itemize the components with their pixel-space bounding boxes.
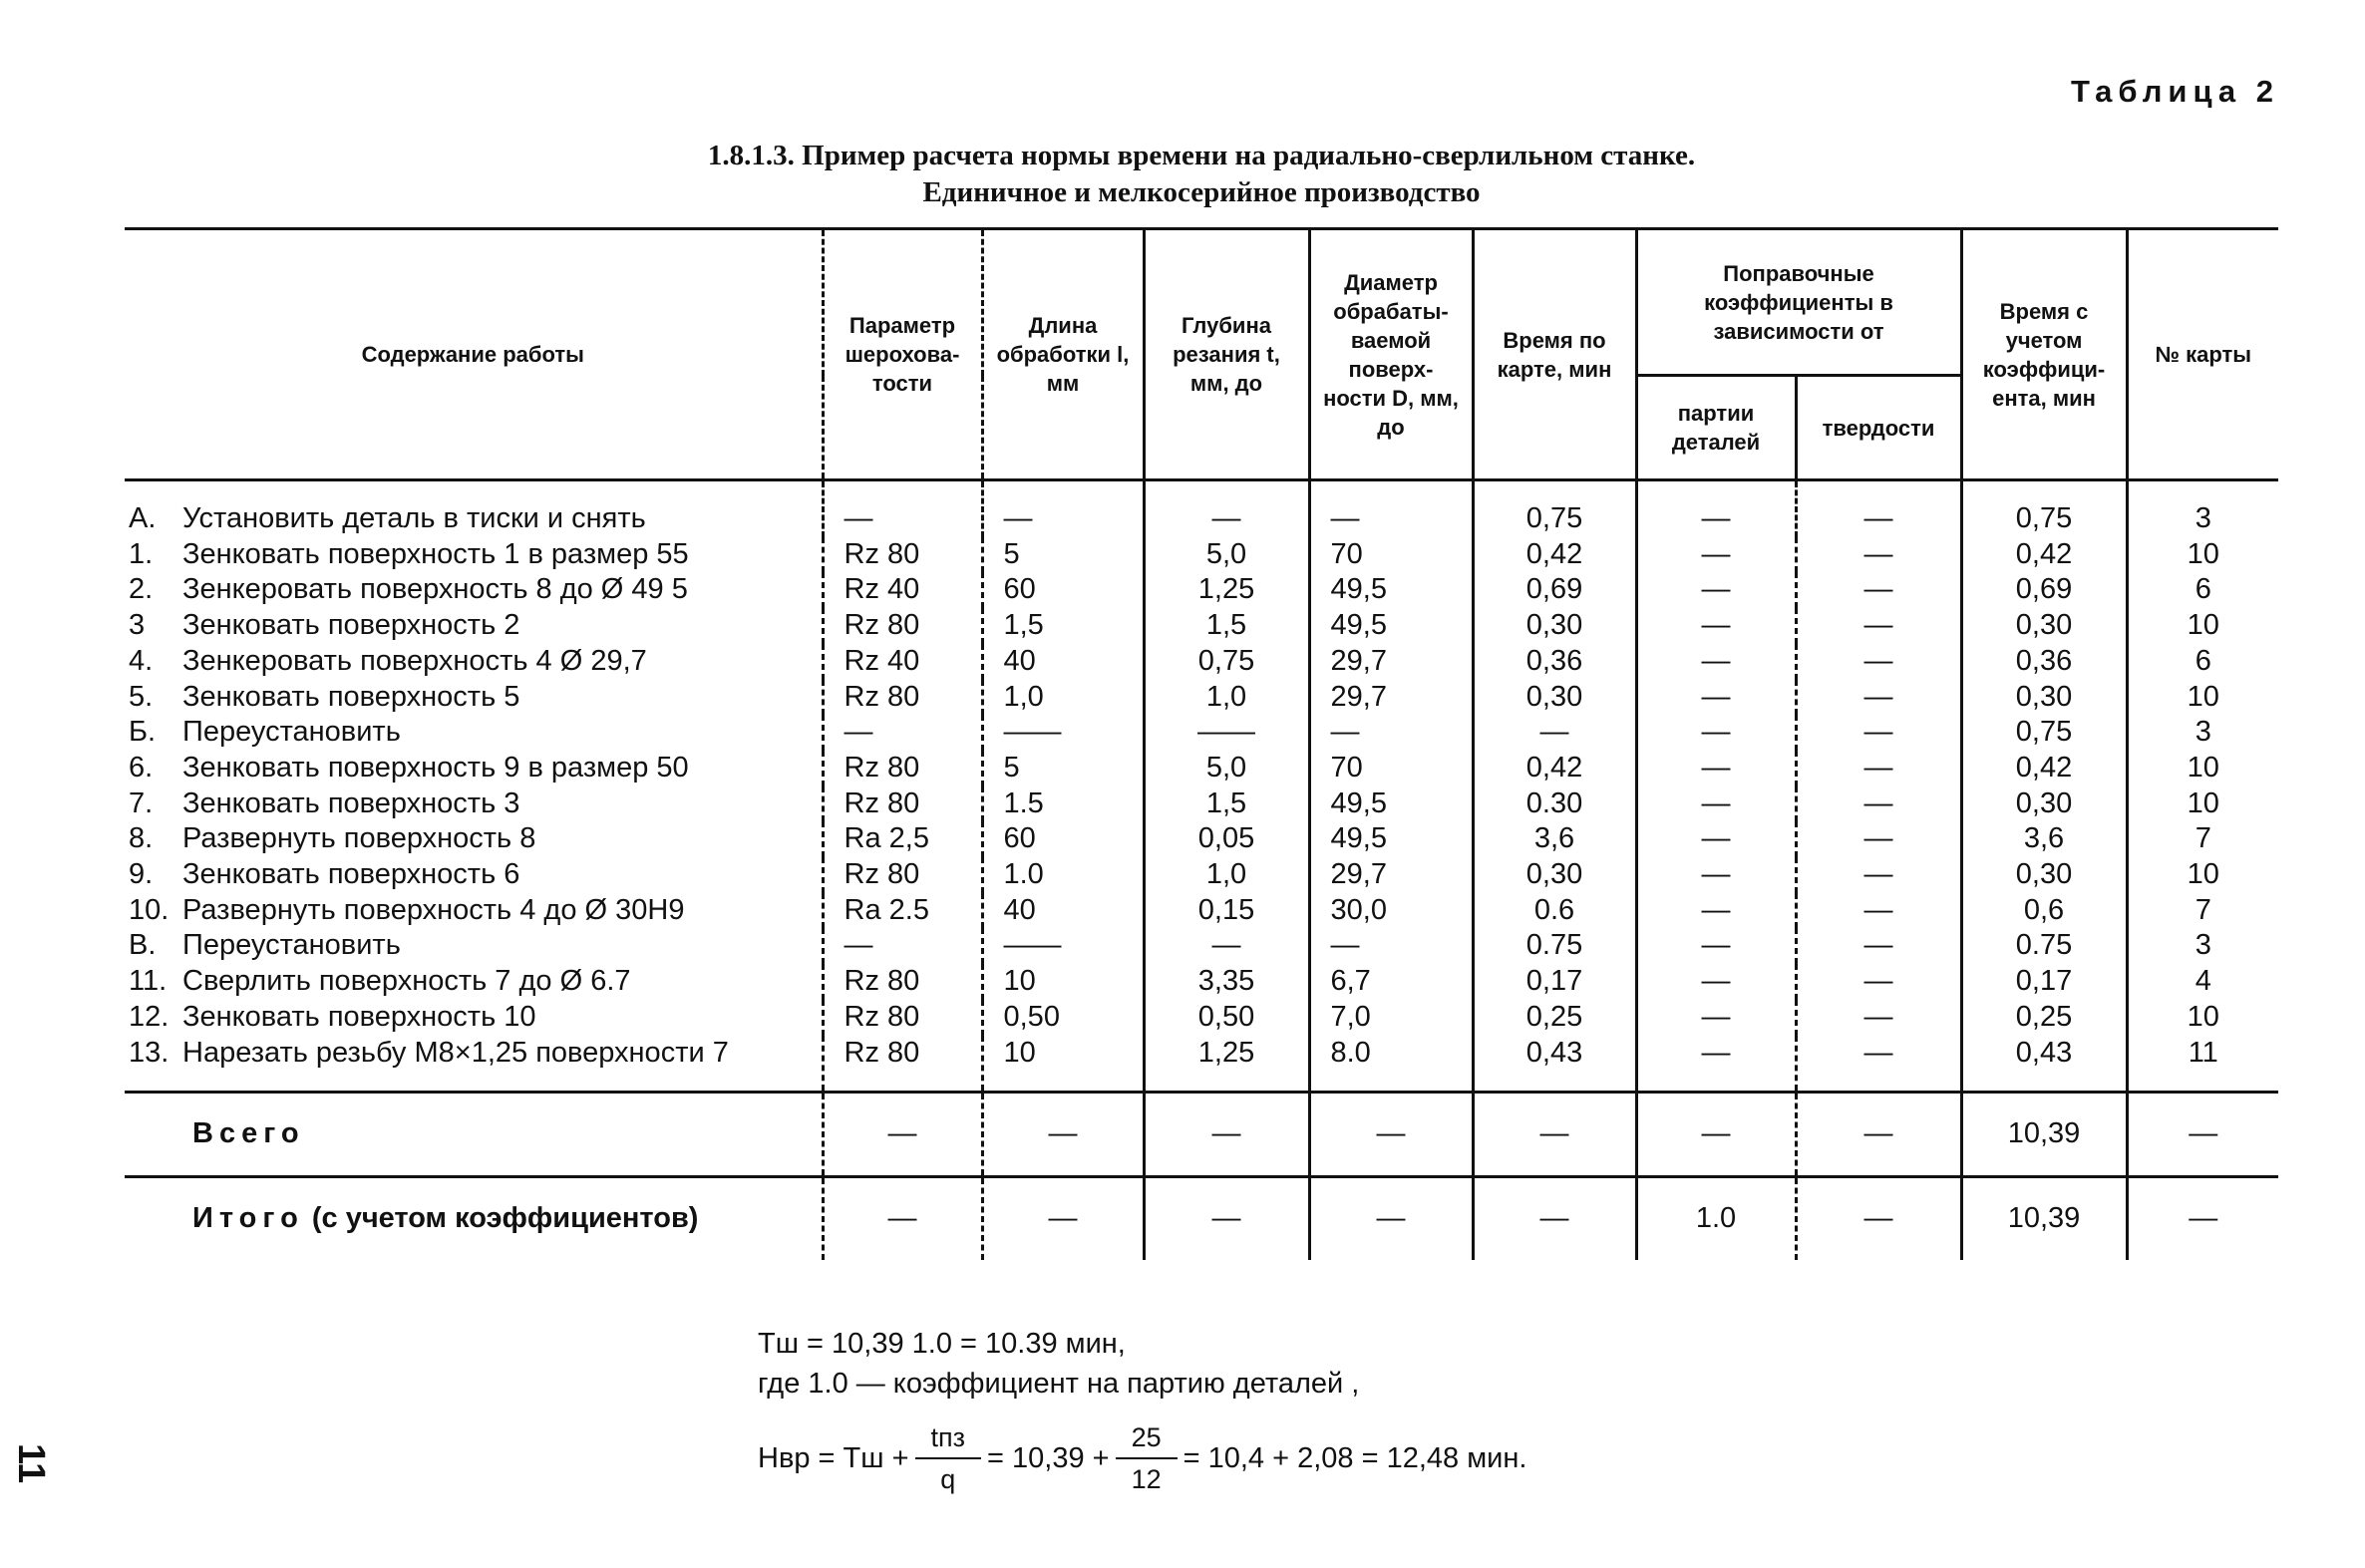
- row-index: В.: [129, 929, 157, 962]
- diameter-cell: 29,7: [1309, 680, 1473, 716]
- diameter-cell: 49,5: [1309, 572, 1473, 608]
- batch-coeff-cell: —: [1636, 608, 1796, 644]
- batch-coeff-cell: —: [1636, 680, 1796, 716]
- batch-coeff-cell: —: [1636, 928, 1796, 964]
- diameter-cell: 70: [1309, 537, 1473, 573]
- diameter-cell: 6,7: [1309, 964, 1473, 1000]
- depth-cell: 0,75: [1144, 644, 1309, 680]
- diameter-cell: 8.0: [1309, 1036, 1473, 1093]
- title-line-2: Единичное и мелкосерийное производство: [922, 176, 1481, 208]
- time-coeff-cell: 0.75: [1961, 928, 2127, 964]
- diameter-cell: 49,5: [1309, 608, 1473, 644]
- card-no-cell: 6: [2127, 644, 2278, 680]
- length-cell: 1.0: [982, 857, 1144, 893]
- grand-total-label-text: Итого: [192, 1202, 304, 1235]
- work-text: Зенковать поверхность 3: [182, 786, 520, 819]
- diameter-cell: —: [1309, 715, 1473, 751]
- time-coeff-cell: 0,25: [1961, 1000, 2127, 1036]
- total-batch-cell: 1.0: [1636, 1177, 1796, 1261]
- card-time-cell: 0,42: [1473, 751, 1636, 786]
- total-label: [125, 1093, 823, 1177]
- roughness-cell: Ra 2,5: [823, 821, 982, 857]
- hardness-coeff-cell: —: [1796, 1000, 1961, 1036]
- time-coeff-cell: 0,30: [1961, 608, 2127, 644]
- time-coeff-cell: 0,36: [1961, 644, 2127, 680]
- depth-cell: 1,25: [1144, 1036, 1309, 1093]
- card-no-cell: 4: [2127, 964, 2278, 1000]
- length-cell: 10: [982, 964, 1144, 1000]
- work-text: Зенкеровать поверхность 4 Ø 29,7: [182, 644, 647, 677]
- formula-lhs: Нвр = Тш +: [758, 1442, 909, 1474]
- work-text: Нарезать резьбу М8×1,25 поверхности 7: [182, 1036, 729, 1069]
- grand-total-row: [125, 1177, 2278, 1261]
- work-text: Сверлить поверхность 7 до Ø 6.7: [182, 965, 631, 998]
- hardness-coeff-cell: —: [1796, 572, 1961, 608]
- table-label: Таблица 2: [2070, 74, 2279, 109]
- work-text: Переустановить: [182, 716, 401, 749]
- length-cell: 5: [982, 751, 1144, 786]
- total-depth-cell: —: [1144, 1093, 1309, 1177]
- card-no-cell: 3: [2127, 928, 2278, 964]
- card-no-cell: 11: [2127, 1036, 2278, 1093]
- row-index: 6.: [129, 751, 154, 784]
- batch-coeff-cell: —: [1636, 751, 1796, 786]
- length-cell: 1,5: [982, 608, 1144, 644]
- roughness-cell: Rz 80: [823, 786, 982, 822]
- total-hardness-cell: —: [1796, 1093, 1961, 1177]
- work-cell: [125, 1000, 823, 1036]
- work-cell: [125, 480, 823, 537]
- roughness-cell: Rz 80: [823, 680, 982, 716]
- fraction-denominator: q: [940, 1464, 956, 1494]
- fraction-denominator: 12: [1131, 1464, 1162, 1494]
- total-length-cell: —: [982, 1177, 1144, 1261]
- roughness-cell: Rz 40: [823, 644, 982, 680]
- formula-line-2: где 1.0 — коэффициент на партию деталей ,: [758, 1368, 1360, 1400]
- work-cell: [125, 715, 823, 751]
- header-card-time: Время по карте, мин: [1473, 229, 1636, 480]
- depth-cell: ——: [1144, 715, 1309, 751]
- work-cell: [125, 751, 823, 786]
- norm-time-table: [125, 227, 2278, 1260]
- card-no-cell: 7: [2127, 893, 2278, 929]
- card-time-cell: 0,69: [1473, 572, 1636, 608]
- depth-cell: 1,25: [1144, 572, 1309, 608]
- depth-cell: 0,05: [1144, 821, 1309, 857]
- work-cell: [125, 644, 823, 680]
- fraction-25-12: [1116, 1417, 1178, 1499]
- table-body: [125, 480, 2278, 1261]
- roughness-cell: —: [823, 480, 982, 537]
- diameter-cell: —: [1309, 928, 1473, 964]
- card-no-cell: 10: [2127, 857, 2278, 893]
- hardness-coeff-cell: —: [1796, 964, 1961, 1000]
- work-cell: [125, 821, 823, 857]
- card-time-cell: 0,75: [1473, 480, 1636, 537]
- hardness-coeff-cell: —: [1796, 1036, 1961, 1093]
- total-time-cell: 10,39: [1961, 1177, 2127, 1261]
- hardness-coeff-cell: —: [1796, 928, 1961, 964]
- table-row: [125, 928, 2278, 964]
- hardness-coeff-cell: —: [1796, 608, 1961, 644]
- card-no-cell: 10: [2127, 751, 2278, 786]
- total-length-cell: —: [982, 1093, 1144, 1177]
- roughness-cell: Rz 80: [823, 857, 982, 893]
- work-cell: [125, 680, 823, 716]
- card-time-cell: 0,30: [1473, 608, 1636, 644]
- time-coeff-cell: 0,42: [1961, 537, 2127, 573]
- table-row: [125, 480, 2278, 537]
- time-coeff-cell: 0,69: [1961, 572, 2127, 608]
- length-cell: ——: [982, 928, 1144, 964]
- roughness-cell: —: [823, 928, 982, 964]
- time-coeff-cell: 0,30: [1961, 857, 2127, 893]
- header-work: Содержание работы: [125, 229, 823, 480]
- hardness-coeff-cell: —: [1796, 537, 1961, 573]
- hardness-coeff-cell: —: [1796, 644, 1961, 680]
- row-index: Б.: [129, 716, 157, 749]
- total-diameter-cell: —: [1309, 1177, 1473, 1261]
- header-length: Длина обработки l, мм: [982, 229, 1144, 480]
- total-time-cell: 10,39: [1961, 1093, 2127, 1177]
- roughness-cell: Rz 40: [823, 572, 982, 608]
- row-index: 4.: [129, 644, 154, 677]
- header-depth: Глубина резания t, мм, до: [1144, 229, 1309, 480]
- card-time-cell: 0,43: [1473, 1036, 1636, 1093]
- total-roughness-cell: —: [823, 1093, 982, 1177]
- time-coeff-cell: 3,6: [1961, 821, 2127, 857]
- row-index: 8.: [129, 822, 154, 855]
- length-cell: 5: [982, 537, 1144, 573]
- roughness-cell: Rz 80: [823, 537, 982, 573]
- header-card-no: № карты: [2127, 229, 2278, 480]
- batch-coeff-cell: —: [1636, 893, 1796, 929]
- work-cell: [125, 857, 823, 893]
- table-row: [125, 572, 2278, 608]
- roughness-cell: Ra 2.5: [823, 893, 982, 929]
- row-index: 2.: [129, 573, 154, 606]
- row-index: 9.: [129, 858, 154, 891]
- table-row: [125, 644, 2278, 680]
- length-cell: 60: [982, 821, 1144, 857]
- fraction-tpz-q: [915, 1417, 982, 1499]
- title-line-1: 1.8.1.3. Пример расчета нормы времени на радиально-сверлильном станке.: [707, 140, 1696, 171]
- card-time-cell: 0,42: [1473, 537, 1636, 573]
- header-diameter: Диаметр обрабаты- ваемой поверх- ности D, мм, до: [1309, 229, 1473, 480]
- row-index: А.: [129, 502, 157, 534]
- card-time-cell: 0,17: [1473, 964, 1636, 1000]
- header-coeff-hardness: твердости: [1796, 376, 1961, 480]
- depth-cell: —: [1144, 480, 1309, 537]
- time-coeff-cell: 0,42: [1961, 751, 2127, 786]
- row-index: 11.: [129, 965, 168, 998]
- formula-line-3: [758, 1417, 1526, 1499]
- work-text: Зенкеровать поверхность 8 до Ø 49 5: [182, 573, 688, 606]
- batch-coeff-cell: —: [1636, 480, 1796, 537]
- total-card-time-cell: —: [1473, 1093, 1636, 1177]
- table-row: [125, 821, 2278, 857]
- batch-coeff-cell: —: [1636, 964, 1796, 1000]
- length-cell: —: [982, 480, 1144, 537]
- length-cell: 40: [982, 644, 1144, 680]
- header-coeff-group: Поправочные коэффициенты в зависимости от: [1636, 229, 1961, 376]
- card-time-cell: 0,25: [1473, 1000, 1636, 1036]
- roughness-cell: Rz 80: [823, 964, 982, 1000]
- card-no-cell: 10: [2127, 786, 2278, 822]
- work-text: Зенковать поверхность 1 в размер 55: [182, 537, 689, 570]
- row-index: 7.: [129, 786, 154, 819]
- card-time-cell: 0,30: [1473, 680, 1636, 716]
- page-title: [130, 138, 2273, 211]
- grand-total-label-text: (с учетом коэффициентов): [303, 1202, 699, 1235]
- table-row: [125, 857, 2278, 893]
- total-diameter-cell: —: [1309, 1093, 1473, 1177]
- depth-cell: 1,5: [1144, 786, 1309, 822]
- work-text: Установить деталь в тиски и снять: [182, 502, 646, 534]
- table-row: [125, 608, 2278, 644]
- time-coeff-cell: 0,30: [1961, 680, 2127, 716]
- fraction-numerator: tпз: [915, 1417, 982, 1459]
- length-cell: 10: [982, 1036, 1144, 1093]
- card-time-cell: 0,30: [1473, 857, 1636, 893]
- total-card-cell: —: [2127, 1093, 2278, 1177]
- time-coeff-cell: 0,75: [1961, 715, 2127, 751]
- time-coeff-cell: 0,17: [1961, 964, 2127, 1000]
- card-no-cell: 10: [2127, 1000, 2278, 1036]
- diameter-cell: 49,5: [1309, 821, 1473, 857]
- batch-coeff-cell: —: [1636, 821, 1796, 857]
- length-cell: 40: [982, 893, 1144, 929]
- fraction-numerator: 25: [1116, 1417, 1178, 1459]
- work-cell: [125, 537, 823, 573]
- diameter-cell: 70: [1309, 751, 1473, 786]
- card-no-cell: 10: [2127, 608, 2278, 644]
- header-coeff-batch: партии деталей: [1636, 376, 1796, 480]
- batch-coeff-cell: —: [1636, 715, 1796, 751]
- total-label-text: Всего: [192, 1117, 305, 1150]
- work-text: Переустановить: [182, 929, 401, 962]
- depth-cell: —: [1144, 928, 1309, 964]
- time-coeff-cell: 0,75: [1961, 480, 2127, 537]
- card-no-cell: 10: [2127, 537, 2278, 573]
- work-cell: [125, 893, 823, 929]
- diameter-cell: 7,0: [1309, 1000, 1473, 1036]
- hardness-coeff-cell: —: [1796, 751, 1961, 786]
- card-time-cell: 0.75: [1473, 928, 1636, 964]
- depth-cell: 0,50: [1144, 1000, 1309, 1036]
- time-coeff-cell: 0,30: [1961, 786, 2127, 822]
- card-time-cell: 0.6: [1473, 893, 1636, 929]
- card-no-cell: 3: [2127, 715, 2278, 751]
- work-cell: [125, 786, 823, 822]
- formula-line-1: Тш = 10,39 1.0 = 10.39 мин,: [758, 1328, 1126, 1360]
- batch-coeff-cell: —: [1636, 857, 1796, 893]
- card-time-cell: 3,6: [1473, 821, 1636, 857]
- work-cell: [125, 572, 823, 608]
- roughness-cell: Rz 80: [823, 1036, 982, 1093]
- card-no-cell: 10: [2127, 680, 2278, 716]
- formula-mid: = 10,39 +: [987, 1442, 1110, 1474]
- depth-cell: 1,5: [1144, 608, 1309, 644]
- length-cell: 1,0: [982, 680, 1144, 716]
- table-row: [125, 751, 2278, 786]
- work-text: Зенковать поверхность 9 в размер 50: [182, 751, 689, 784]
- batch-coeff-cell: —: [1636, 537, 1796, 573]
- total-roughness-cell: —: [823, 1177, 982, 1261]
- table-row: [125, 715, 2278, 751]
- table-row: [125, 680, 2278, 716]
- batch-coeff-cell: —: [1636, 786, 1796, 822]
- hardness-coeff-cell: —: [1796, 715, 1961, 751]
- hardness-coeff-cell: —: [1796, 893, 1961, 929]
- length-cell: 60: [982, 572, 1144, 608]
- depth-cell: 5,0: [1144, 537, 1309, 573]
- total-batch-cell: —: [1636, 1093, 1796, 1177]
- diameter-cell: 49,5: [1309, 786, 1473, 822]
- table-row: [125, 1000, 2278, 1036]
- row-index: 10.: [129, 893, 169, 926]
- batch-coeff-cell: —: [1636, 644, 1796, 680]
- time-coeff-cell: 0,6: [1961, 893, 2127, 929]
- work-text: Зенковать поверхность 6: [182, 858, 520, 891]
- roughness-cell: Rz 80: [823, 608, 982, 644]
- batch-coeff-cell: —: [1636, 1000, 1796, 1036]
- total-row: [125, 1093, 2278, 1177]
- hardness-coeff-cell: —: [1796, 857, 1961, 893]
- total-card-time-cell: —: [1473, 1177, 1636, 1261]
- total-card-cell: —: [2127, 1177, 2278, 1261]
- depth-cell: 1,0: [1144, 857, 1309, 893]
- diameter-cell: 29,7: [1309, 644, 1473, 680]
- work-cell: [125, 1036, 823, 1093]
- header-time-coeff: Время с учетом коэффици- ента, мин: [1961, 229, 2127, 480]
- diameter-cell: 30,0: [1309, 893, 1473, 929]
- work-text: Развернуть поверхность 4 до Ø 30Н9: [182, 893, 685, 926]
- work-text: Зенковать поверхность 10: [182, 1000, 536, 1033]
- card-no-cell: 7: [2127, 821, 2278, 857]
- table-row: [125, 1036, 2278, 1093]
- row-index: 13.: [129, 1036, 169, 1069]
- card-no-cell: 6: [2127, 572, 2278, 608]
- table-row: [125, 786, 2278, 822]
- table-row: [125, 537, 2278, 573]
- hardness-coeff-cell: —: [1796, 786, 1961, 822]
- header-roughness: Параметр шерохова- тости: [823, 229, 982, 480]
- hardness-coeff-cell: —: [1796, 821, 1961, 857]
- depth-cell: 1,0: [1144, 680, 1309, 716]
- work-text: Развернуть поверхность 8: [182, 822, 536, 855]
- depth-cell: 5,0: [1144, 751, 1309, 786]
- work-cell: [125, 964, 823, 1000]
- length-cell: 1.5: [982, 786, 1144, 822]
- batch-coeff-cell: —: [1636, 1036, 1796, 1093]
- card-time-cell: 0,36: [1473, 644, 1636, 680]
- row-index: 5.: [129, 680, 154, 713]
- length-cell: ——: [982, 715, 1144, 751]
- row-index: 3: [129, 609, 146, 642]
- time-coeff-cell: 0,43: [1961, 1036, 2127, 1093]
- table-row: [125, 893, 2278, 929]
- roughness-cell: —: [823, 715, 982, 751]
- hardness-coeff-cell: —: [1796, 480, 1961, 537]
- roughness-cell: Rz 80: [823, 1000, 982, 1036]
- total-hardness-cell: —: [1796, 1177, 1961, 1261]
- card-time-cell: —: [1473, 715, 1636, 751]
- total-depth-cell: —: [1144, 1177, 1309, 1261]
- length-cell: 0,50: [982, 1000, 1144, 1036]
- work-cell: [125, 608, 823, 644]
- formula-rhs: = 10,4 + 2,08 = 12,48 мин.: [1182, 1442, 1527, 1474]
- diameter-cell: —: [1309, 480, 1473, 537]
- work-cell: [125, 928, 823, 964]
- row-index: 1.: [129, 537, 154, 570]
- work-text: Зенковать поверхность 2: [182, 609, 520, 642]
- work-text: Зенковать поверхность 5: [182, 680, 520, 713]
- roughness-cell: Rz 80: [823, 751, 982, 786]
- row-index: 12.: [129, 1000, 169, 1033]
- grand-total-label: [125, 1177, 823, 1261]
- hardness-coeff-cell: —: [1796, 680, 1961, 716]
- depth-cell: 0,15: [1144, 893, 1309, 929]
- table-row: [125, 964, 2278, 1000]
- page-number: 11: [10, 1443, 52, 1484]
- card-no-cell: 3: [2127, 480, 2278, 537]
- batch-coeff-cell: —: [1636, 572, 1796, 608]
- diameter-cell: 29,7: [1309, 857, 1473, 893]
- card-time-cell: 0.30: [1473, 786, 1636, 822]
- formula-block: [758, 1324, 1526, 1499]
- depth-cell: 3,35: [1144, 964, 1309, 1000]
